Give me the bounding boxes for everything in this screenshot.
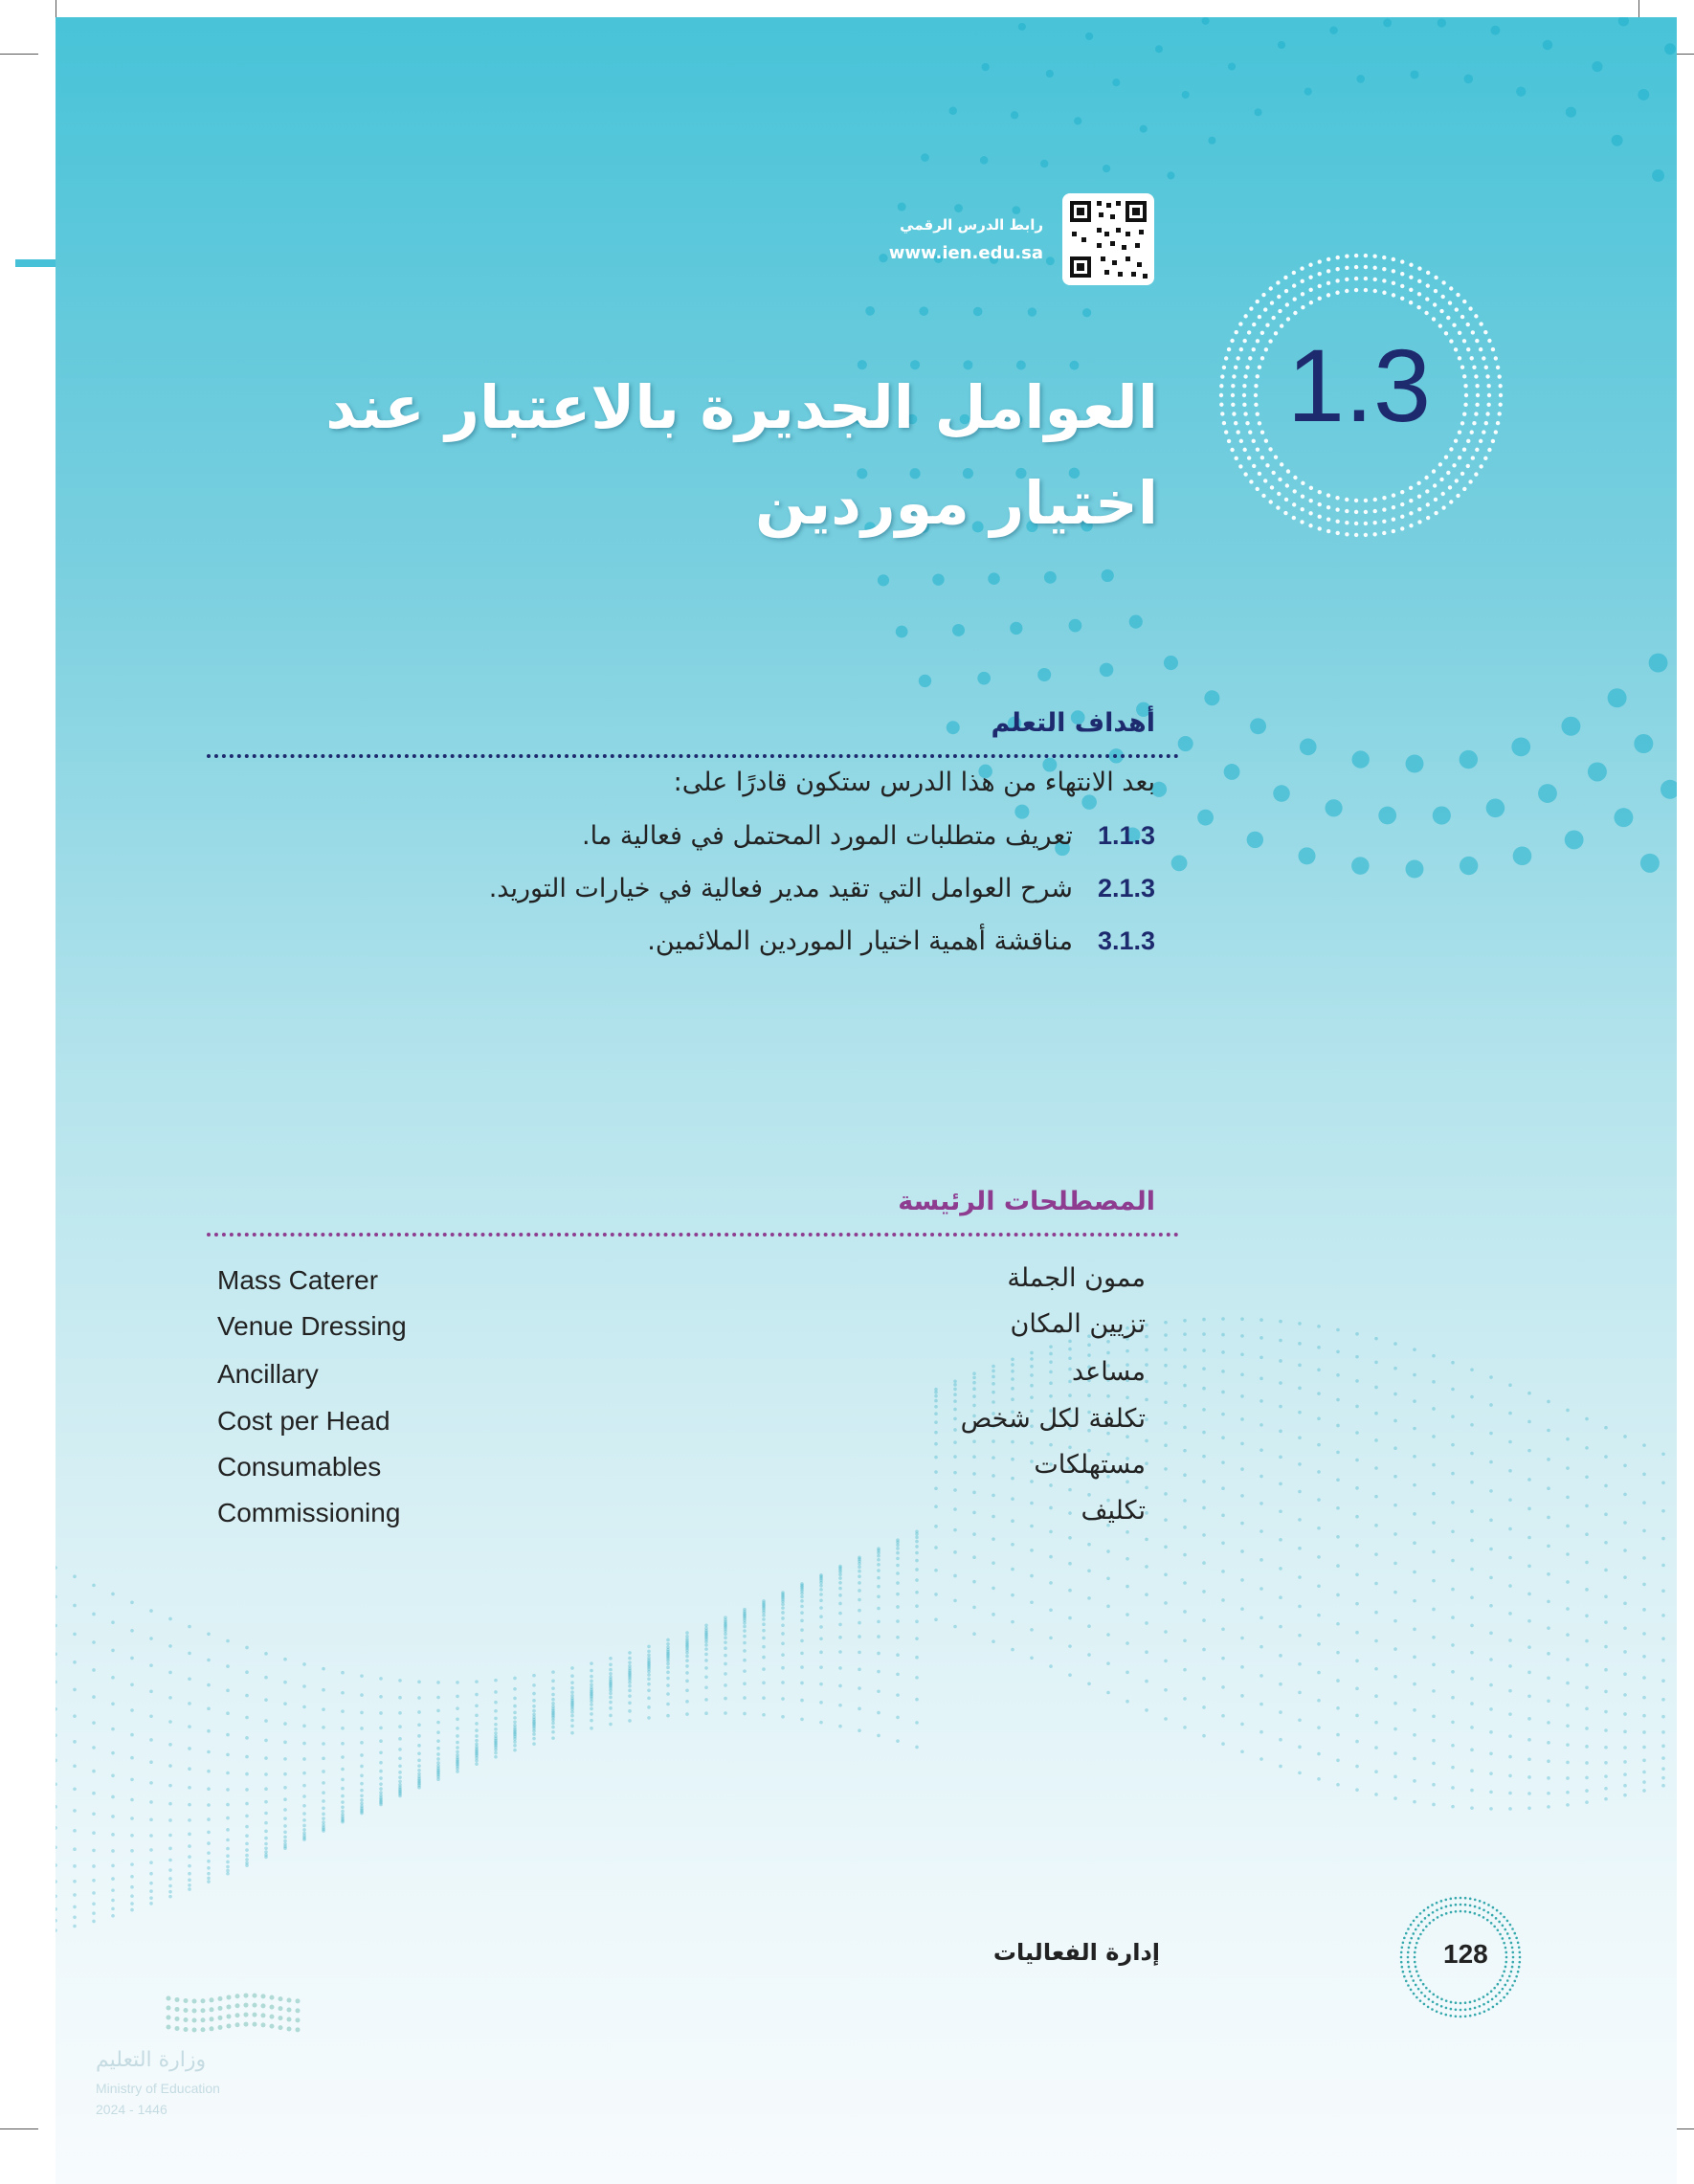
qr-code-icon [1062, 193, 1154, 285]
crop-mark [0, 2128, 38, 2129]
objective-item [582, 821, 1155, 851]
qr-caption: رابط الدرس الرقمي [900, 216, 1043, 234]
term-arabic: تكليف [1081, 1496, 1146, 1526]
crop-mark [0, 54, 38, 55]
ministry-logo-text: وزارة التعليم [96, 2048, 207, 2072]
qr-url-link[interactable]: www.ien.edu.sa [888, 243, 1043, 263]
ministry-year: 2024 - 1446 [96, 2102, 167, 2117]
lesson-title-line1: العوامل الجديرة بالاعتبار عند [325, 372, 1158, 442]
objectives-divider [207, 754, 1179, 758]
objectives-intro: بعد الانتهاء من هذا الدرس ستكون قادرًا على: [673, 768, 1155, 797]
chapter-side-tab [15, 259, 56, 267]
objectives-heading: أهداف التعلم [991, 708, 1155, 738]
page-number: 128 [1443, 1939, 1488, 1969]
objective-item [647, 926, 1155, 956]
objective-text: مناقشة أهمية اختيار الموردين الملائمين. [647, 926, 1073, 956]
term-english: Mass Caterer [217, 1265, 379, 1295]
objective-text: تعريف متطلبات المورد المحتمل في فعالية ما. [582, 821, 1073, 851]
key-terms-divider [207, 1233, 1179, 1237]
term-arabic: تزيين المكان [1010, 1309, 1146, 1339]
ministry-logo-icon [163, 1991, 316, 2039]
term-english: Consumables [217, 1452, 382, 1482]
term-english: Ancillary [217, 1359, 319, 1389]
book-title: إدارة الفعاليات [992, 1939, 1160, 1966]
qr-code[interactable] [1062, 193, 1154, 285]
lesson-title-line2: اختيار موردين [755, 468, 1158, 538]
lesson-number: 1.3 [1286, 327, 1432, 443]
term-english: Cost per Head [217, 1406, 390, 1436]
term-arabic: ممون الجملة [1007, 1263, 1146, 1293]
objective-text: شرح العوامل التي تقيد مدير فعالية في خيارات التوريد. [488, 874, 1073, 903]
ministry-logo-english: Ministry of Education [96, 2081, 220, 2096]
term-arabic: مساعد [1071, 1357, 1146, 1387]
term-english: Commissioning [217, 1498, 401, 1527]
objective-number: 1.1.3 [1097, 821, 1155, 850]
lesson-title [201, 360, 1158, 551]
term-arabic: مستهلكات [1034, 1450, 1146, 1480]
term-english: Venue Dressing [217, 1311, 407, 1341]
objective-number: 3.1.3 [1097, 926, 1155, 955]
objective-item [489, 874, 1155, 903]
objective-number: 2.1.3 [1097, 874, 1155, 903]
term-arabic: تكلفة لكل شخص [960, 1404, 1146, 1434]
key-terms-heading: المصطلحات الرئيسة [898, 1187, 1155, 1216]
